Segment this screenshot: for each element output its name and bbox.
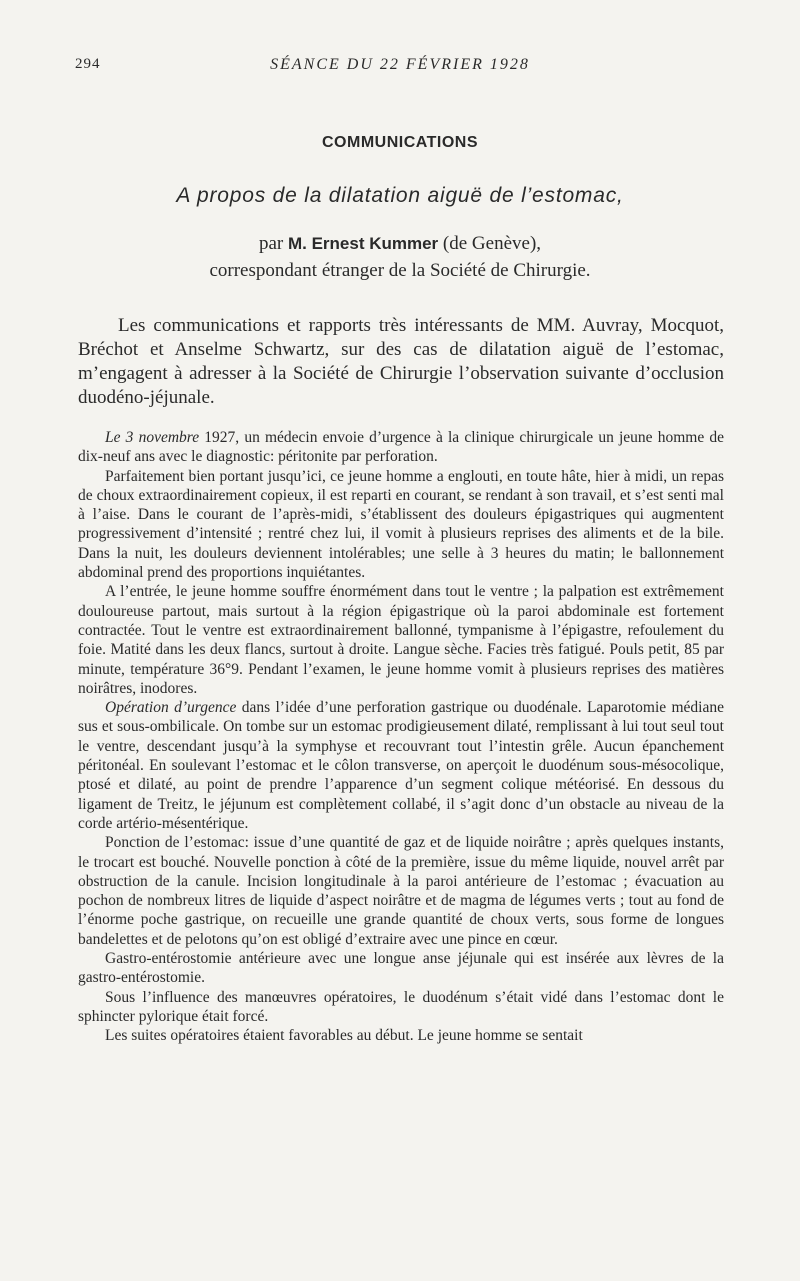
paragraph-lead: Le 3 novembre: [105, 429, 200, 446]
paragraph-text: Ponction de l’estomac: issue d’une quantité de gaz et de liquide noirâtre ; après quelques instants, le trocart est bouché. Nouvelle ponction à côté de la première, issue du même liquide, nouvel arrêt par obstruction de la canule. Incision longitudinale à la paroi antérieure de l’estomac ; évacuation au pochon de nombreux litres de liquide d’aspect noirâtre et de magma de légumes verts ; tout au fond de l’énorme poche gastrique, on recueille une grande quantité de choux verts, sous forme de longues bandelettes et de pelotons qu’on est obligé d’extraire avec une pince en cœur.: [78, 834, 724, 948]
paragraph: [78, 467, 724, 583]
byline-prefix: par: [258, 233, 284, 254]
author-role: correspondant étranger de la Société de Chirurgie.: [209, 260, 591, 281]
paragraph-text: 1927, un médecin envoie d’urgence à la clinique chirurgicale un jeune homme de dix-neuf ans avec le diagnostic: péritonite par perforation.: [78, 429, 724, 466]
paragraph-text: A l’entrée, le jeune homme souffre énormément dans tout le ventre ; la palpation est extrêmement douloureuse partout, mais surtout à la région épigastrique où la paroi abdominale est fortement contractée. Tout le ventre est extraordinairement ballonné, tympanisme à l’épigastre, refoulement du foie. Matité dans les deux flancs, surtout à droite. Langue sèche. Facies très fatigué. Pouls petit, 85 par minute, température 36°9. Pendant l’examen, le jeune homme vomit à plusieurs reprises des matières noirâtres, inodores.: [78, 583, 724, 697]
page-number: 294: [75, 56, 101, 72]
paragraph: [78, 428, 724, 467]
paragraph: [78, 833, 724, 949]
paragraph: [78, 582, 724, 698]
journal-header: SÉANCE DU 22 FÉVRIER 1928: [270, 56, 530, 73]
paragraph: [78, 698, 724, 833]
paragraph: [78, 988, 724, 1027]
paragraph-text: Sous l’influence des manœuvres opératoires, le duodénum s’était vidé dans l’estomac dont le sphincter pylorique était forcé.: [78, 988, 724, 1025]
byline-line: [0, 230, 800, 257]
paragraph: [78, 949, 724, 988]
author-affiliation: (de Genève),: [442, 233, 542, 254]
running-head: [75, 56, 725, 78]
intro-paragraph: Les communications et rapports très intéressants de MM. Auvray, Mocquot, Bréchot et Anselme Schwartz, sur des cas de dilatation aiguë de l’estomac, m’engagent à adresser à la Société de Chirurgie l’observation suivante d’occlusion duodéno-jéjunale.: [78, 315, 724, 408]
article-title: A propos de la dilatation aiguë de l’estomac,: [176, 184, 624, 207]
paragraph-lead: Opération d’urgence: [105, 699, 237, 717]
case-report-body: [78, 428, 724, 1046]
paragraph-text: dans l’idée d’une perforation gastrique ou duodénale. Laparotomie médiane sus et sous-ombilicale. On tombe sur un estomac prodigieusement dilaté, remplissant à lui tout seul tout le ventre, descendant jusqu’à la symphyse et recouvrant tout l’intestin grêle. Aucun épanchement péritonéal. En soulevant l’estomac et le côlon transverse, on aperçoit le duodénum sous-mésocolique, ptosé et dilaté, au point de prendre l’apparence d’un segment colique météorisé. En dessous du ligament de Treitz, le jéjunum est complètement collabé, il s’agit donc d’un obstacle au niveau de la corde artério-mésentérique.: [78, 699, 724, 832]
paragraph-text: Gastro-entérostomie antérieure avec une longue anse jéjunale qui est insérée aux lèvres de la gastro-entérostomie.: [78, 950, 724, 987]
author-name: M. Ernest Kummer: [287, 234, 439, 253]
section-heading: COMMUNICATIONS: [321, 134, 479, 151]
paragraph-text: Parfaitement bien portant jusqu’ici, ce jeune homme a englouti, en toute hâte, hier à midi, un repas de choux extraordinairement copieux, il est reparti en courant, se rendant à son travail, et s’est senti mal à l’aise. Dans le courant de l’après-midi, s’établissent des douleurs épigastriques qui augmentent progressivement d’intensité ; rentré chez lui, il vomit à plusieurs reprises des aliments et de la bile. Dans la nuit, les douleurs deviennent intolérables; une selle à 3 heures du matin; le ballonnement abdominal prend des proportions inquiétantes.: [78, 467, 724, 582]
byline: [0, 230, 800, 284]
paragraph: [78, 1026, 724, 1045]
paragraph-text: Les suites opératoires étaient favorables au début. Le jeune homme se sentait: [105, 1027, 583, 1045]
